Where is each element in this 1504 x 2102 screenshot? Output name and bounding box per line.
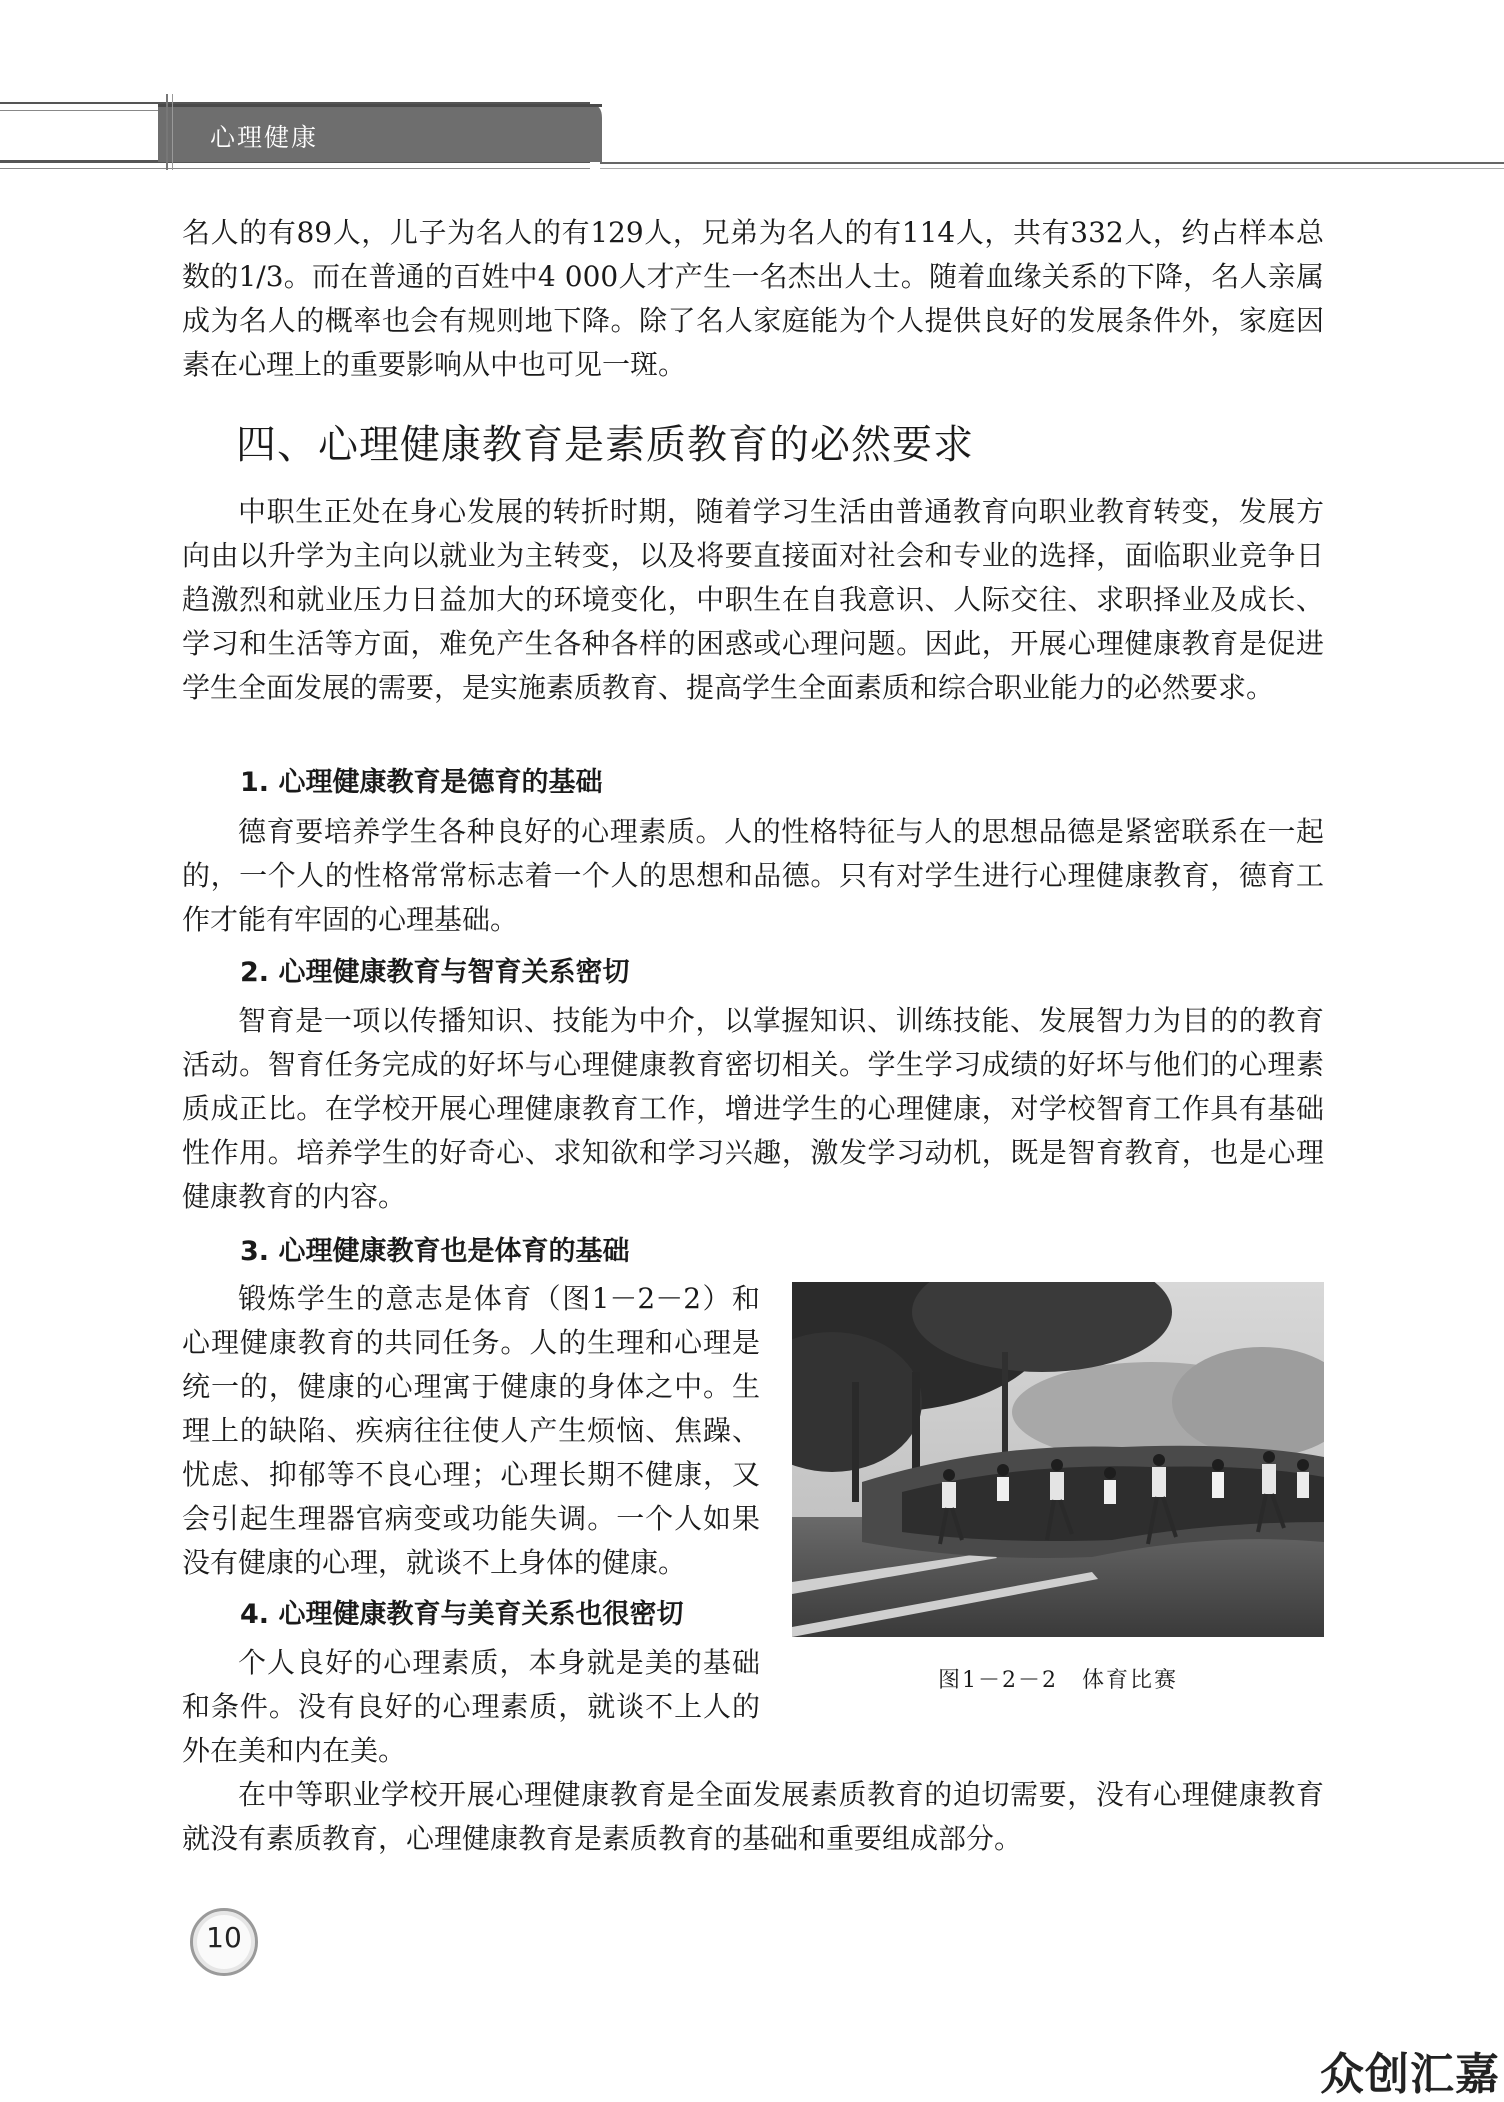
paragraph-intro: 中职生正处在身心发展的转折时期，随着学习生活由普通教育向职业教育转变，发展方向由以升学为主向以就业为主转变，以及将要直接面对社会和专业的选择，面临职业竞争日趋激烈和就业压力日益加大的环境变化，中职生在自我意识、人际交往、求职择业及成长、学习和生活等方面，难免产生各种各样的困惑或心理问题。因此，开展心理健康教育是促进学生全面发展的需要，是实施素质教育、提高学生全面素质和综合职业能力的必然要求。 — [182, 495, 1324, 704]
paragraph-conclusion: 在中等职业学校开展心理健康教育是全面发展素质教育的迫切需要，没有心理健康教育就没有素质教育，心理健康教育是素质教育的基础和重要组成部分。 — [182, 1778, 1324, 1855]
watermark: 众创汇嘉 — [1320, 2049, 1500, 2100]
race-photo — [792, 1282, 1324, 1637]
figure-caption: 图1－2－2 体育比赛 — [938, 1668, 1178, 1693]
paragraph-aesthetic-education: 个人良好的心理素质，本身就是美的基础和条件。没有良好的心理素质，就谈不上人的外在美和内在美。 — [182, 1646, 760, 1767]
paragraph-continued: 名人的有89人，儿子为名人的有129人，兄弟为名人的有114人，共有332人，约占样本总数的1/3。而在普通的百姓中4 000人才产生一名杰出人士。随着血缘关系的下降，名人亲属成为名人的概率也会有规则地下降。除了名人家庭能为个人提供良好的发展条件外，家庭因素在心理上的重要影响从中也可见一斑。 — [182, 216, 1324, 381]
subheading-2: 2. 心理健康教育与智育关系密切 — [240, 957, 630, 988]
subheading-4: 4. 心理健康教育与美育关系也很密切 — [240, 1599, 684, 1630]
paragraph-moral-education: 德育要培养学生各种良好的心理素质。人的性格特征与人的思想品德是紧密联系在一起的，一个人的性格常常标志着一个人的思想和品德。只有对学生进行心理健康教育，德育工作才能有牢固的心理基础。 — [182, 815, 1324, 936]
running-title: 心理健康 — [210, 123, 319, 152]
paragraph-physical-education: 锻炼学生的意志是体育（图1－2－2）和心理健康教育的共同任务。人的生理和心理是统一的，健康的心理寓于健康的身体之中。生理上的缺陷、疾病往往使人产生烦恼、焦躁、忧虑、抑郁等不良心理；心理长期不健康，又会引起生理器官病变或功能失调。一个人如果没有健康的心理，就谈不上身体的健康。 — [182, 1282, 760, 1579]
page-number: 10 — [206, 1921, 242, 1954]
paragraph-intellectual-education: 智育是一项以传播知识、技能为中介，以掌握知识、训练技能、发展智力为目的的教育活动。智育任务完成的好坏与心理健康教育密切相关。学生学习成绩的好坏与他们的心理素质成正比。在学校开展心理健康教育工作，增进学生的心理健康，对学校智育工作具有基础性作用。培养学生的好奇心、求知欲和学习兴趣，激发学习动机，既是智育教育，也是心理健康教育的内容。 — [182, 1004, 1324, 1213]
subheading-1: 1. 心理健康教育是德育的基础 — [240, 767, 603, 798]
section-heading: 四、心理健康教育是素质教育的必然要求 — [236, 422, 974, 468]
subheading-3: 3. 心理健康教育也是体育的基础 — [240, 1236, 630, 1267]
